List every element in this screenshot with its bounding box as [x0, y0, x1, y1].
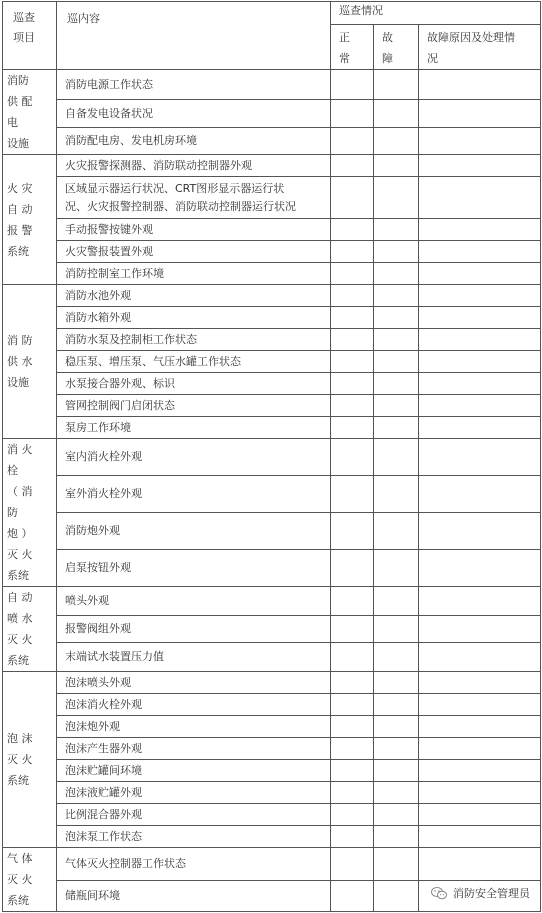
- inspection-item: 消防水池外观: [57, 285, 331, 307]
- fault-cell[interactable]: [374, 155, 419, 177]
- inspection-item: 泡沫炮外观: [57, 716, 331, 738]
- section-name: 消 火 栓 （ 消 防 炮 ） 灭 火 系统: [3, 439, 57, 587]
- table-row: [3, 738, 541, 760]
- fault-cell[interactable]: [374, 826, 419, 848]
- inspection-item: 自备发电设备状况: [57, 100, 331, 128]
- reason-cell[interactable]: [419, 848, 541, 881]
- inspection-item: 泡沫喷头外观: [57, 672, 331, 694]
- inspection-item: 消防水泵及控制柜工作状态: [57, 329, 331, 351]
- normal-cell[interactable]: [331, 848, 374, 881]
- inspection-item: 水泵接合器外观、标识: [57, 373, 331, 395]
- inspection-item: 火灾报警探测器、消防联动控制器外观: [57, 155, 331, 177]
- fault-cell[interactable]: [374, 128, 419, 155]
- reason-cell[interactable]: [419, 155, 541, 177]
- fault-cell[interactable]: [374, 263, 419, 285]
- normal-cell[interactable]: [331, 615, 374, 643]
- fault-cell[interactable]: [374, 329, 419, 351]
- fault-cell[interactable]: [374, 100, 419, 128]
- normal-cell[interactable]: [331, 826, 374, 848]
- fault-cell[interactable]: [374, 476, 419, 513]
- reason-cell[interactable]: [419, 826, 541, 848]
- normal-cell[interactable]: [331, 738, 374, 760]
- reason-cell[interactable]: [419, 100, 541, 128]
- inspection-item: 泡沫产生器外观: [57, 738, 331, 760]
- fault-cell[interactable]: [374, 307, 419, 329]
- inspection-item: 末端试水装置压力值: [57, 643, 331, 672]
- reason-cell[interactable]: [419, 417, 541, 439]
- normal-cell[interactable]: [331, 587, 374, 616]
- reason-cell[interactable]: [419, 395, 541, 417]
- inspection-item: 泡沫贮罐间环境: [57, 760, 331, 782]
- watermark-text: 消防安全管理员: [453, 887, 530, 900]
- inspection-item: 区域显示器运行状况、CRT图形显示器运行状 况、火灾报警控制器、消防联动控制器运行状况: [57, 177, 331, 219]
- reason-cell[interactable]: [419, 329, 541, 351]
- normal-cell[interactable]: [331, 643, 374, 672]
- fault-cell[interactable]: [374, 804, 419, 826]
- section-name: 消 防 供 水 设施: [3, 285, 57, 439]
- inspection-item: 消防水箱外观: [57, 307, 331, 329]
- inspection-item: 消防炮外观: [57, 513, 331, 550]
- section-name: 气 体 灭 火 系统: [3, 848, 57, 912]
- reason-cell[interactable]: [419, 615, 541, 643]
- table-row: [3, 587, 541, 616]
- fault-cell[interactable]: [374, 880, 419, 911]
- fault-cell[interactable]: [374, 351, 419, 373]
- reason-cell[interactable]: [419, 587, 541, 616]
- normal-cell[interactable]: [331, 417, 374, 439]
- table-row: [3, 848, 541, 881]
- reason-cell[interactable]: [419, 263, 541, 285]
- table-row: [3, 782, 541, 804]
- inspection-item: 储瓶间环境: [57, 880, 331, 911]
- table-row: [3, 128, 541, 155]
- reason-cell[interactable]: [419, 716, 541, 738]
- normal-cell[interactable]: [331, 219, 374, 241]
- reason-cell[interactable]: [419, 128, 541, 155]
- table-row: [3, 476, 541, 513]
- fault-cell[interactable]: [374, 285, 419, 307]
- reason-cell[interactable]: [419, 672, 541, 694]
- fault-cell[interactable]: [374, 513, 419, 550]
- header-inspection-status: 巡查情况: [331, 2, 541, 25]
- reason-cell[interactable]: [419, 373, 541, 395]
- reason-cell[interactable]: [419, 804, 541, 826]
- inspection-item: 火灾警报装置外观: [57, 241, 331, 263]
- header-fault: 故 障: [374, 25, 419, 70]
- inspection-item: 稳压泵、增压泵、气压水罐工作状态: [57, 351, 331, 373]
- table-row: [3, 177, 541, 219]
- table-row: [3, 351, 541, 373]
- reason-cell[interactable]: [419, 177, 541, 219]
- fault-cell[interactable]: [374, 643, 419, 672]
- section-name: 自 动 喷 水 灭 火 系统: [3, 587, 57, 672]
- inspection-item: 比例混合器外观: [57, 804, 331, 826]
- fault-cell[interactable]: [374, 848, 419, 881]
- inspection-item: 消防电源工作状态: [57, 70, 331, 100]
- normal-cell[interactable]: [331, 373, 374, 395]
- inspection-item: 喷头外观: [57, 587, 331, 616]
- table-row: [3, 155, 541, 177]
- normal-cell[interactable]: [331, 476, 374, 513]
- reason-cell[interactable]: [419, 285, 541, 307]
- inspection-item: 报警阀组外观: [57, 615, 331, 643]
- inspection-item: 泵房工作环境: [57, 417, 331, 439]
- reason-cell[interactable]: [419, 738, 541, 760]
- table-row: [3, 694, 541, 716]
- table-row: [3, 307, 541, 329]
- table-row: [3, 417, 541, 439]
- normal-cell[interactable]: [331, 351, 374, 373]
- normal-cell[interactable]: [331, 760, 374, 782]
- reason-cell[interactable]: [419, 439, 541, 476]
- fault-cell[interactable]: [374, 550, 419, 587]
- fault-cell[interactable]: [374, 219, 419, 241]
- fault-cell[interactable]: [374, 782, 419, 804]
- normal-cell[interactable]: [331, 782, 374, 804]
- fault-cell[interactable]: [374, 177, 419, 219]
- fault-cell[interactable]: [374, 738, 419, 760]
- normal-cell[interactable]: [331, 241, 374, 263]
- header-normal: 正 常: [331, 25, 374, 70]
- fault-cell[interactable]: [374, 587, 419, 616]
- inspection-item: 消防配电房、发电机房环境: [57, 128, 331, 155]
- watermark: [427, 883, 534, 903]
- normal-cell[interactable]: [331, 880, 374, 911]
- normal-cell[interactable]: [331, 155, 374, 177]
- fault-cell[interactable]: [374, 615, 419, 643]
- fault-cell[interactable]: [374, 694, 419, 716]
- inspection-item: 泡沫液贮罐外观: [57, 782, 331, 804]
- inspection-item: 管网控制阀门启闭状态: [57, 395, 331, 417]
- table-row: [3, 329, 541, 351]
- inspection-item: 室外消火栓外观: [57, 476, 331, 513]
- wechat-icon: [431, 886, 447, 900]
- inspection-item: 手动报警按键外观: [57, 219, 331, 241]
- fault-cell[interactable]: [374, 395, 419, 417]
- table-row: [3, 263, 541, 285]
- inspection-item: 泡沫泵工作状态: [57, 826, 331, 848]
- reason-cell[interactable]: [419, 760, 541, 782]
- reason-cell[interactable]: [419, 219, 541, 241]
- table-row: [3, 100, 541, 128]
- reason-cell[interactable]: [419, 643, 541, 672]
- inspection-item: 气体灭火控制器工作状态: [57, 848, 331, 881]
- reason-cell[interactable]: [419, 351, 541, 373]
- fault-cell[interactable]: [374, 241, 419, 263]
- reason-cell[interactable]: [419, 241, 541, 263]
- table-row: [3, 826, 541, 848]
- normal-cell[interactable]: [331, 804, 374, 826]
- table-row: [3, 716, 541, 738]
- normal-cell[interactable]: [331, 439, 374, 476]
- reason-cell[interactable]: [419, 782, 541, 804]
- table-row: [3, 219, 541, 241]
- table-row: [3, 395, 541, 417]
- header-reason: 故障原因及处理情 况: [419, 25, 541, 70]
- normal-cell[interactable]: [331, 128, 374, 155]
- normal-cell[interactable]: [331, 716, 374, 738]
- normal-cell[interactable]: [331, 329, 374, 351]
- table-row: [3, 760, 541, 782]
- table-row: [3, 285, 541, 307]
- normal-cell[interactable]: [331, 285, 374, 307]
- reason-cell[interactable]: [419, 550, 541, 587]
- table-row: [3, 241, 541, 263]
- table-row: [3, 550, 541, 587]
- section-name: 泡 沫 灭 火 系统: [3, 672, 57, 848]
- reason-cell[interactable]: [419, 476, 541, 513]
- fault-cell[interactable]: [374, 373, 419, 395]
- fault-cell[interactable]: [374, 70, 419, 100]
- reason-cell[interactable]: [419, 513, 541, 550]
- normal-cell[interactable]: [331, 694, 374, 716]
- normal-cell[interactable]: [331, 395, 374, 417]
- table-row: [3, 672, 541, 694]
- fault-cell[interactable]: [374, 439, 419, 476]
- normal-cell[interactable]: [331, 307, 374, 329]
- fault-cell[interactable]: [374, 417, 419, 439]
- normal-cell[interactable]: [331, 263, 374, 285]
- table-row: [3, 804, 541, 826]
- inspection-item: 室内消火栓外观: [57, 439, 331, 476]
- reason-cell[interactable]: [419, 307, 541, 329]
- normal-cell[interactable]: [331, 100, 374, 128]
- inspection-item: 泡沫消火栓外观: [57, 694, 331, 716]
- header-category: 巡查 项目: [3, 2, 57, 70]
- table-row: [3, 439, 541, 476]
- inspection-table: [2, 1, 541, 912]
- reason-cell[interactable]: [419, 70, 541, 100]
- normal-cell[interactable]: [331, 550, 374, 587]
- reason-cell[interactable]: [419, 694, 541, 716]
- table-row: [3, 70, 541, 100]
- fault-cell[interactable]: [374, 760, 419, 782]
- table-row: [3, 615, 541, 643]
- normal-cell[interactable]: [331, 513, 374, 550]
- header-content: 巡内容: [57, 2, 331, 70]
- section-name: 火 灾 自 动 报 警 系统: [3, 155, 57, 285]
- normal-cell[interactable]: [331, 177, 374, 219]
- table-row: [3, 513, 541, 550]
- header-row-1: [3, 2, 541, 25]
- normal-cell[interactable]: [331, 672, 374, 694]
- table-row: [3, 373, 541, 395]
- inspection-item: 消防控制室工作环境: [57, 263, 331, 285]
- inspection-item: 启泵按钮外观: [57, 550, 331, 587]
- fault-cell[interactable]: [374, 716, 419, 738]
- section-name: 消防 供 配 电 设施: [3, 70, 57, 155]
- fault-cell[interactable]: [374, 672, 419, 694]
- table-row: [3, 643, 541, 672]
- normal-cell[interactable]: [331, 70, 374, 100]
